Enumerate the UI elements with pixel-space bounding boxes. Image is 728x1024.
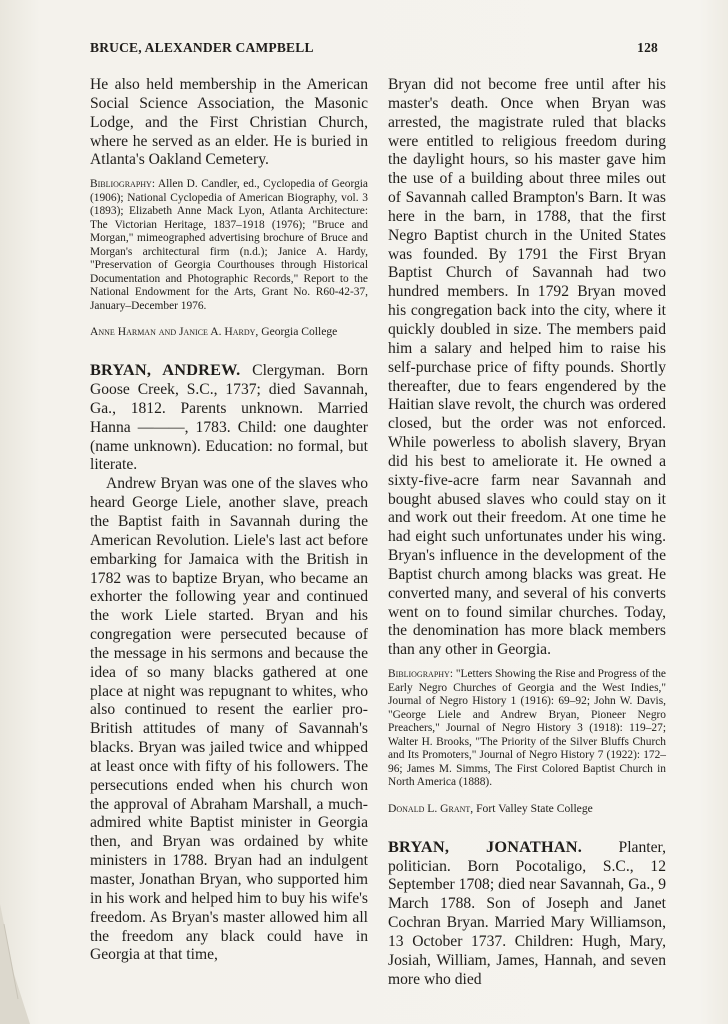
entry-heading-bryan-andrew: BRYAN, ANDREW. [90,360,241,380]
right-author-affiliation: , Fort Valley State College [470,801,593,815]
right-bibliography-text: "Letters Showing the Rise and Progress of the Early Negro Churches of Georgia and the West Indies," Journal of Negro History 1 (1916): 69–92; John W. Davis, "George Liele and Andrew Bryan, Pioneer Negro Preachers," Journal of Negro History 3 (1918): 119–27; Walter H. Brooks, "The Priority of the Silver Bluffs Church and Its Promoters," Journal of Negro History 7 (1922): 172–96; James M. Simms, The First Colored Baptist Church in North America (1888). [388,668,666,789]
running-head-title: BRUCE, ALEXANDER CAMPBELL [90,40,314,55]
entry-bryan-andrew-body: Andrew Bryan was one of the slaves who heard George Liele, another slave, preach the Baptist faith in Savannah during the American Revolution. Liele's last act before embarking for Jamaica with the British in 1782 was to baptize Bryan, who became an exhorter the following year and continued the work Liele started. Bryan and his congregation were persecuted because of the message in his sermons and because the idea of so many blacks gathered at one place at night was repugnant to whites, who also continued to resent the earlier pro-British attitudes of many of Savannah's blacks. Bryan was jailed twice and whipped at least once with fifty of his followers. The persecutions ended when his church won the approval of Abraham Marshall, a much-admired white Baptist minister in Georgia then, and Bryan was ordained by white ministers in 1788. Bryan had an indulgent master, Jonathan Bryan, who supported him in his work and helped him to buy his wife's freedom. As Bryan's master allowed him all the freedom any black could have in Georgia at that time, [90,475,368,964]
entry-bryan-andrew-intro [90,361,368,475]
entry-heading-bryan-jonathan: BRYAN, JONATHAN. [388,836,583,856]
left-bibliography [90,178,368,313]
running-header [90,40,658,56]
entry-bryan-jonathan-vitals: Planter, politician. Born Pocotaligo, S.C., 12 September 1708; died near Savannah, Ga., 9 March 1788. Son of Joseph and Janet Cochran Bryan. Married Mary Williamson, 13 October 1737. Children: Hugh, Mary, Josiah, William, James, Hannah, and seven more who died [388,838,666,988]
right-author-credit [388,802,666,816]
right-column [388,76,666,989]
left-author-names: Anne Harman and Janice A. Hardy [90,325,256,339]
left-bibliography-text: Allen D. Candler, ed., Cyclopedia of Georgia (1906); National Cyclopedia of American Biography, vol. 3 (1893); Elizabeth Anne Mack Lyon, Atlanta Architecture: The Victorian Heritage, 1837–1918 (1976); "Bruce and Morgan," mimeographed advertising brochure of Bruce and Morgan's architectural firm (n.d.); Janice A. Hardy, "Preservation of Georgia Courthouses through Historical Documentation and Photographic Records," Report to the National Endowment for the Arts, Grant No. R60-42-37, January–December 1976. [90,178,368,312]
left-author-affiliation: , Georgia College [255,325,338,339]
right-bibliography-label: Bibliography: [388,668,453,681]
left-continuation-paragraph: He also held membership in the American Social Science Association, the Masonic Lodge, and the First Christian Church, where he served as an elder. He is buried in Atlanta's Oakland Cemetery. [90,76,368,169]
page-number: 128 [637,40,658,55]
page-corner-curl [0,904,40,1024]
entry-bryan-andrew-vitals: Clergyman. Born Goose Creek, S.C., 1737; died Savannah, Ga., 1812. Parents unknown. Married Hanna ———, 1783. Child: one daughter (name unknown). Education: no formal, but literate. [90,362,368,474]
left-bibliography-label: Bibliography: [90,178,155,191]
right-bibliography [388,668,666,790]
right-author-names: Donald L. Grant [388,801,471,815]
left-column [90,76,368,965]
right-continuation-paragraph: Bryan did not become free until after his master's death. Once when Bryan was arrested, the magistrate ruled that blacks were entitled to religious freedom during the daylight hours, so his master gave him the use of a building about three miles out of Savannah called Brampton's Barn. It was here in the barn, in 1788, that the first Negro Baptist church in the United States was founded. By 1791 the First Bryan Baptist Church of Savannah had two hundred members. In 1792 Bryan moved his congregation back into the city, where it quickly doubled in size. The members paid him a salary and helped him to raise his self-purchase price of fifty pounds. Shortly thereafter, due to fears engendered by the Haitian slave revolt, the church was ordered closed, but the order was not enforced. While powerless to abolish slavery, Bryan did his best to ameliorate it. He owned a sixty-five-acre farm near Savannah and bought abused slaves who could stay on it and work out their freedom. At one time he had eight such unfortunates under his wing. Bryan's influence in the development of the Baptist church among blacks was great. He converted many, and several of his converts went on to found similar churches. Today, the denomination has more black members than any other in Georgia. [388,76,666,659]
left-author-credit [90,325,368,339]
entry-bryan-jonathan-intro [388,838,666,990]
